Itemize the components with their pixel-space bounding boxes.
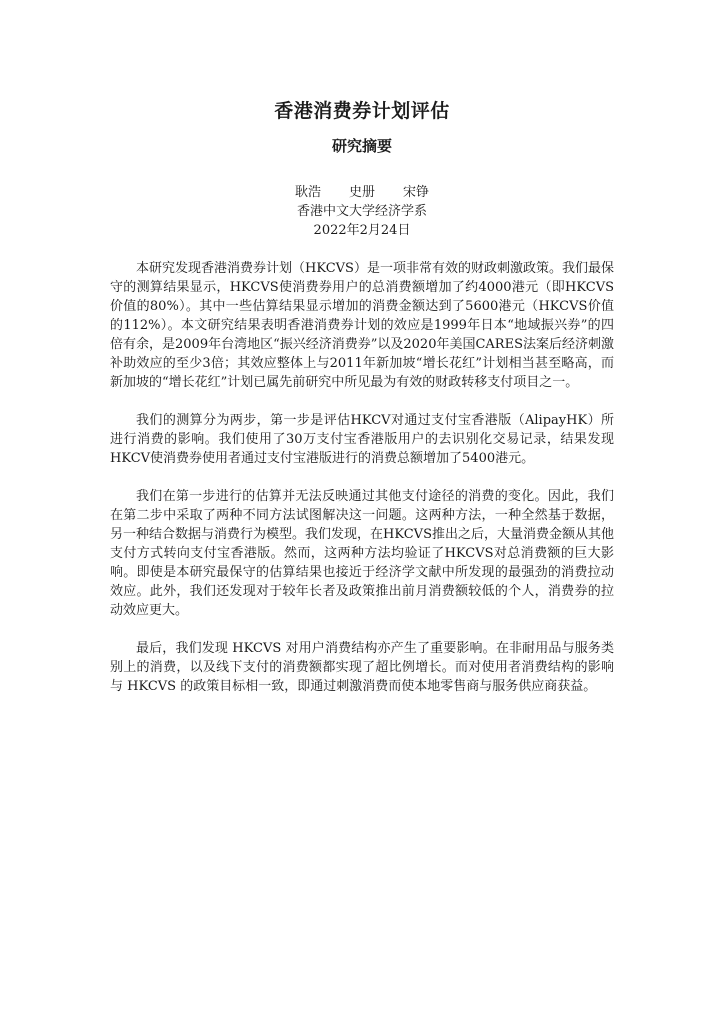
- abstract-paragraph: 我们的测算分为两步，第一步是评估HKCV对通过支付宝香港版（AlipayHK）所进行消费的影响。我们使用了30万支付宝香港版用户的去识别化交易记录，结果发现HKCV使消费券使用者通过支付宝港版进行的消费总额增加了5400港元。: [110, 413, 614, 466]
- abstract-paragraph: 本研究发现香港消费券计划（HKCVS）是一项非常有效的财政刺激政策。我们最保守的测算结果显示，HKCVS使消费券用户的总消费额增加了约4000港元（即HKCVS价值的80%）。其中一些估算结果显示增加的消费金额达到了5600港元（HKCVS价值的112%）。本文研究结果表明香港消费券计划的效应是1999年日本“地域振兴券”的四倍有余，是2009年台湾地区“振兴经济消费券”以及2020年美国CARES法案后经济刺激补助效应的至少3倍；其效应整体上与2011年新加坡“增长花红”计划相当甚至略高，而新加坡的“增长花红”计划已属先前研究中所见最为有效的财政转移支付项目之一。: [110, 261, 614, 390]
- author-name: 史册: [348, 185, 375, 200]
- author-name: 宋铮: [403, 185, 430, 200]
- abstract-body: [110, 259, 614, 715]
- publication-date: 2022年2月24日: [313, 223, 411, 238]
- abstract-paragraph: 最后，我们发现 HKCVS 对用户消费结构亦产生了重要影响。在非耐用品与服务类别上的消费，以及线下支付的消费额都实现了超比例增长。而对使用者消费结构的影响与 HKCVS 的政策目标相一致，即通过刺激消费而使本地零售商与服务供应商获益。: [110, 641, 614, 694]
- document-title: 香港消费券计划评估: [274, 100, 450, 122]
- document-subtitle: 研究摘要: [331, 137, 392, 155]
- author-block: [0, 183, 724, 240]
- affiliation: 香港中文大学经济学系: [296, 204, 427, 219]
- abstract-paragraph: 我们在第一步进行的估算并无法反映通过其他支付途径的消费的变化。因此，我们在第二步中采取了两种不同方法试图解决这一问题。这两种方法，一种全然基于数据，另一种结合数据与消费行为模型。我们发现，在HKCVS推出之后，大量消费金额从其他支付方式转向支付宝香港版。然而，这两种方法均验证了HKCVS对总消费额的巨大影响。即使是本研究最保守的估算结果也接近于经济学文献中所发现的最强劲的消费拉动效应。此外，我们还发现对于较年长者及政策推出前月消费额较低的个人，消费券的拉动效应更大。: [110, 489, 614, 618]
- author-name: 耿浩: [294, 185, 321, 200]
- author-names: [0, 183, 724, 202]
